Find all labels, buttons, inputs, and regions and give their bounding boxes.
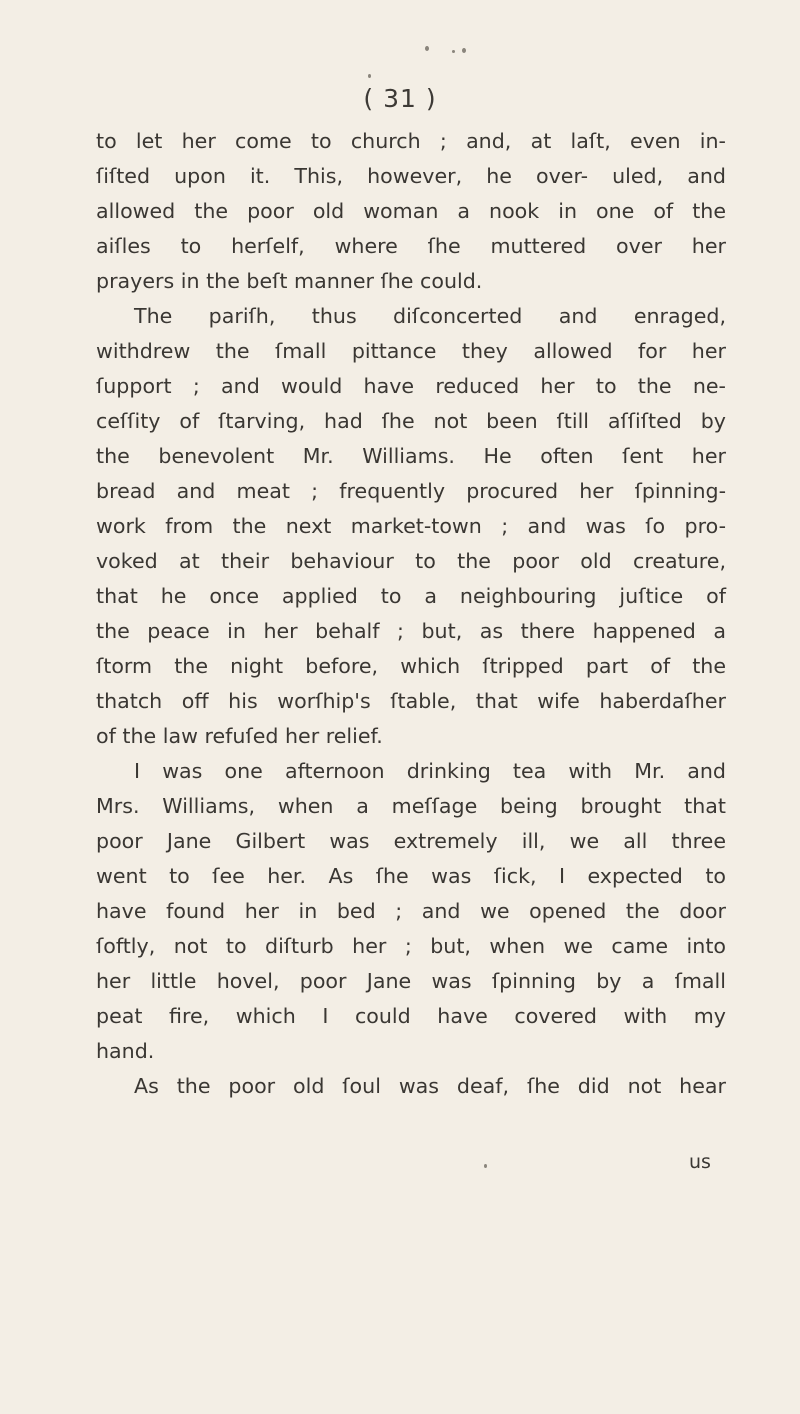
text-line: the benevolent Mr. Williams. He often ſent her bbox=[96, 444, 726, 468]
text-line: The pariſh, thus diſconcerted and enraged, bbox=[134, 304, 726, 328]
text-line: voked at their behaviour to the poor old creature, bbox=[96, 549, 726, 573]
text-line: ſoftly, not to diſturb her ; but, when we came into bbox=[96, 934, 726, 958]
catchword: us bbox=[689, 1151, 711, 1173]
text-line: bread and meat ; frequently procured her ſpinning- bbox=[96, 479, 726, 503]
text-line: her little hovel, poor Jane was ſpinning by a ſmall bbox=[96, 969, 726, 993]
page-number: ( 31 ) bbox=[363, 84, 437, 113]
text-line: ſiſted upon it. This, however, he over- uled, and bbox=[96, 164, 726, 188]
text-line: work from the next market-town ; and was ſo pro- bbox=[96, 514, 726, 538]
text-line: the peace in her behalf ; but, as there happened a bbox=[96, 619, 726, 643]
ink-speck bbox=[462, 48, 466, 53]
text-line: As the poor old ſoul was deaf, ſhe did not hear bbox=[134, 1074, 726, 1098]
text-line: ceſſity of ſtarving, had ſhe not been ſtill aſſiſted by bbox=[96, 409, 726, 433]
text-line: prayers in the beſt manner ſhe could. bbox=[96, 269, 483, 293]
text-line: I was one afternoon drinking tea with Mr. and bbox=[134, 759, 726, 783]
body-text bbox=[96, 124, 726, 1104]
text-line: ſtorm the night before, which ſtripped part of the bbox=[96, 654, 726, 678]
ink-speck bbox=[484, 1164, 487, 1168]
text-line: poor Jane Gilbert was extremely ill, we all three bbox=[96, 829, 726, 853]
text-line: aiſles to herſelf, where ſhe muttered over her bbox=[96, 234, 726, 258]
ink-speck bbox=[425, 46, 429, 51]
ink-speck bbox=[452, 50, 455, 53]
text-line: thatch off his worſhip's ſtable, that wife haberdaſher bbox=[96, 689, 726, 713]
text-line: peat fire, which I could have covered with my bbox=[96, 1004, 726, 1028]
text-line: have found her in bed ; and we opened the door bbox=[96, 899, 726, 923]
text-line: hand. bbox=[96, 1039, 155, 1063]
text-line: to let her come to church ; and, at laſt, even in- bbox=[96, 129, 726, 153]
text-line: allowed the poor old woman a nook in one of the bbox=[96, 199, 726, 223]
text-line: Mrs. Williams, when a meſſage being brought that bbox=[96, 794, 726, 818]
text-line: that he once applied to a neighbouring juſtice of bbox=[96, 584, 726, 608]
text-line: ſupport ; and would have reduced her to the ne- bbox=[96, 374, 726, 398]
ink-speck bbox=[368, 74, 371, 78]
text-line: went to ſee her. As ſhe was ſick, I expected to bbox=[96, 864, 726, 888]
text-line: withdrew the ſmall pittance they allowed for her bbox=[96, 339, 726, 363]
text-line: of the law refuſed her relief. bbox=[96, 724, 383, 748]
